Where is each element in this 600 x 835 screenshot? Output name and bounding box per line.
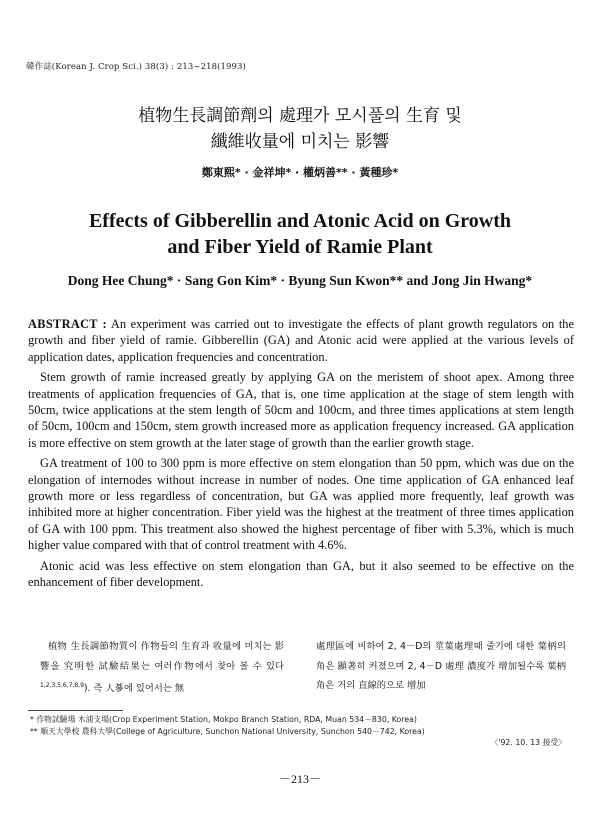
- journal-citation: 韓作誌(Korean J. Crop Sci.) 38(3) : 213~218(1993): [26, 62, 246, 72]
- body-left-text: 植物 生長調節物質이 作物들의 生育과 收量에 미치는 影響을 究明한 試驗結果는 여러作物에서 찾아 볼 수 있다: [40, 641, 284, 672]
- reference-citation: 1,2,3,5,6,7,8,9: [40, 682, 84, 689]
- abstract: [28, 316, 574, 595]
- body-right-paragraph: 處理區에 비하여 2, 4－D의 莖葉處理때 줄기에 대한 葉柄의 角은 顯著히 커졌으며 2, 4－D 處理 濃度가 增加될수록 葉柄角은 거의 直線的으로 增加: [316, 641, 566, 691]
- body-left-tail: ). 즉 人蔘에 있어서는 無: [83, 683, 185, 695]
- footnote-2: ** 順天大學校 農科大學(College of Agriculture, Sunchon National University, Sunchon 540－742, Korea): [30, 726, 425, 736]
- footnotes: [30, 714, 570, 737]
- body-column-right: [316, 637, 566, 696]
- korean-title-line-2: 纖維收量에 미치는 影響: [210, 132, 390, 152]
- korean-title-line-1: 植物生長調節劑의 處理가 모시풀의 生育 및: [138, 106, 462, 126]
- english-title-line-1: Effects of Gibberellin and Atonic Acid on Growth: [88, 210, 512, 232]
- abstract-paragraph-3: GA treatment of 100 to 300 ppm is more effective on stem elongation than 50 ppm, which was due on the elongation of internodes without increase in number of nodes. One time application of GA enhanced leaf growth more or less regardless of concentration, but GA was applied more frequently, leaf growth was inhibited more at higher concentration. Fiber yield was the highest at the treatment of three times application of GA with 100 ppm. This treatment also showed the highest percentage of fiber with 5.3%, which is much higher value compared with that of control treatment with 4.6%.: [28, 456, 574, 553]
- body-left-paragraph: [40, 637, 284, 699]
- page-number: －213－: [278, 772, 321, 786]
- abstract-paragraph-2: Stem growth of ramie increased greatly by applying GA on the meristem of shoot apex. Among three treatments of application frequencies of GA, that is, one time application at the stage of stem length with 50cm, twice applications at the stem length of 50cm and 100cm, and three times applications at stem length of 50cm, 100cm and 150cm, stem growth increased more as application frequency increased. GA application is more effective on stem growth at the later stage of growth than the earlier growth stage.: [28, 370, 574, 450]
- abstract-paragraph-1: [28, 316, 574, 365]
- english-title-line-2: and Fiber Yield of Ramie Plant: [167, 236, 433, 258]
- footnote-1: * 作物試驗場 木浦支場(Crop Experiment Station, Mokpo Branch Station, RDA, Muan 534－830, Korea): [30, 715, 417, 724]
- body-column-left: [40, 637, 284, 699]
- footnote-divider: [28, 710, 123, 711]
- abstract-paragraph-4: Atonic acid was less effective on stem elongation than GA, but it also seemed to be effective on the enhancement of fiber development.: [28, 558, 574, 590]
- abstract-label: ABSTRACT :: [28, 317, 107, 331]
- abstract-paragraph-1-text: An experiment was carried out to investigate the effects of plant growth regulators on the growth and fiber yield of ramie. Gibberellin (GA) and Atonic acid were applied at the various levels of application dates, application frequencies and concentration.: [28, 317, 574, 364]
- korean-authors: 鄭東熙* · 金祥坤* · 權炳善** · 黃種珍*: [201, 166, 399, 179]
- received-date: 〈'92. 10. 13 接受〉: [490, 738, 566, 747]
- english-authors: Dong Hee Chung* · Sang Gon Kim* · Byung Sun Kwon** and Jong Jin Hwang*: [67, 273, 533, 288]
